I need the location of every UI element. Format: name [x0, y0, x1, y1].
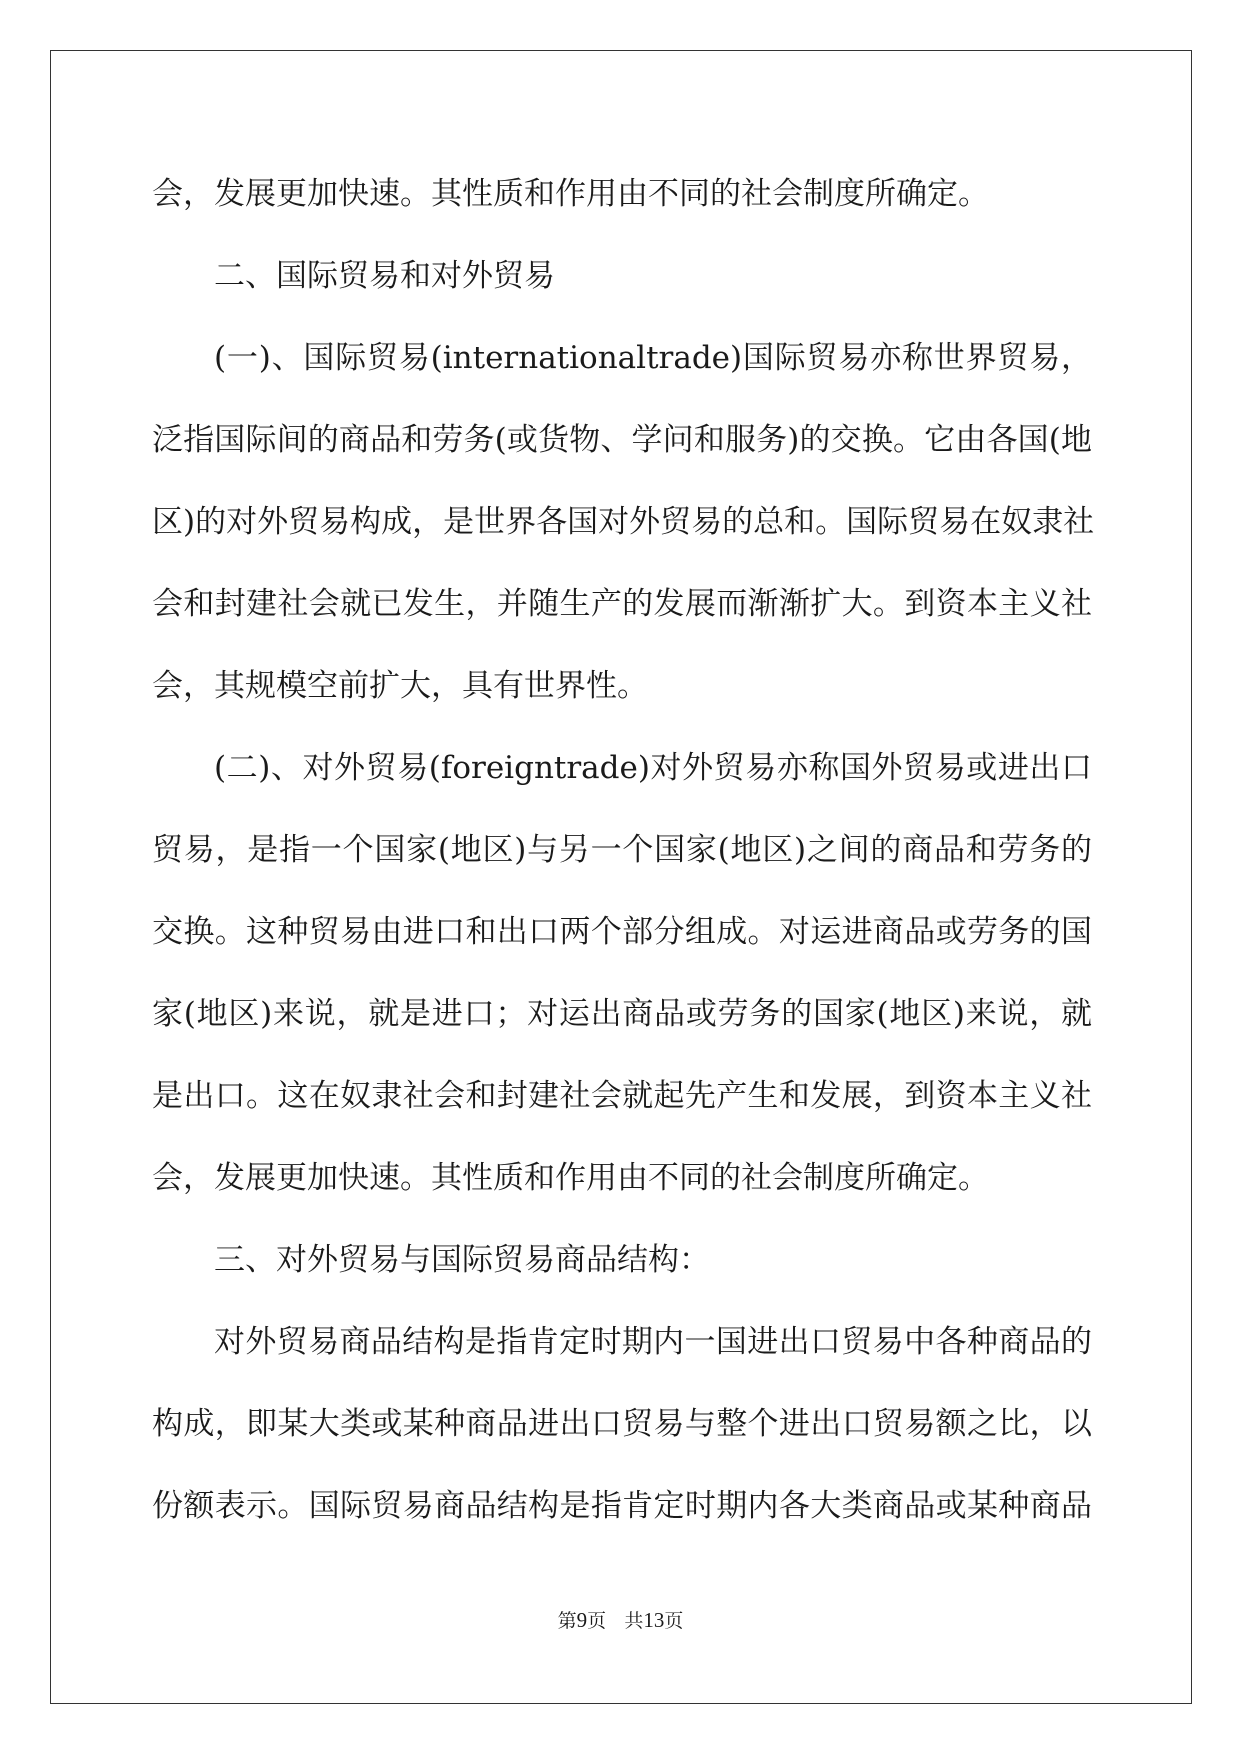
document-body	[152, 153, 1095, 1547]
text-line: 对外贸易商品结构是指肯定时期内一国进出口贸易中各种商品的	[214, 1324, 1092, 1360]
total-prefix: 共	[624, 1610, 644, 1632]
page-footer	[0, 1608, 1241, 1633]
text-line: 贸易，是指一个国家(地区)与另一个国家(地区)之间的商品和劳务的	[152, 832, 1092, 868]
text-line: 会和封建社会就已发生，并随生产的发展而渐渐扩大。到资本主义社	[152, 586, 1092, 622]
page-prefix: 第	[557, 1610, 577, 1632]
text-line: 份额表示。国际贸易商品结构是指肯定时期内各大类商品或某种商品	[152, 1488, 1092, 1524]
total-pages: 13	[643, 1608, 665, 1632]
text-line: 会，发展更加快速。其性质和作用由不同的社会制度所确定。	[152, 176, 989, 212]
text-line: 会，发展更加快速。其性质和作用由不同的社会制度所确定。	[152, 1160, 989, 1196]
page-suffix: 页	[587, 1610, 607, 1632]
text-line: 区)的对外贸易构成，是世界各国对外贸易的总和。国际贸易在奴隶社	[152, 504, 1095, 540]
section-heading: 二、国际贸易和对外贸易	[214, 258, 555, 294]
page-number: 9	[576, 1608, 588, 1632]
text-line: 是出口。这在奴隶社会和封建社会就起先产生和发展，到资本主义社	[152, 1078, 1092, 1114]
text-line: 泛指国际间的商品和劳务(或货物、学问和服务)的交换。它由各国(地	[152, 422, 1092, 458]
section-heading: 三、对外贸易与国际贸易商品结构：	[214, 1242, 710, 1278]
text-line: 交换。这种贸易由进口和出口两个部分组成。对运进商品或劳务的国	[152, 914, 1092, 950]
text-line: (二)、对外贸易(foreigntrade)对外贸易亦称国外贸易或进出口	[214, 750, 1092, 786]
total-suffix: 页	[664, 1610, 684, 1632]
text-line: 构成，即某大类或某种商品进出口贸易与整个进出口贸易额之比，以	[152, 1406, 1092, 1442]
text-line: (一)、国际贸易(internationaltrade)国际贸易亦称世界贸易，	[214, 340, 1092, 376]
text-line: 会，其规模空前扩大，具有世界性。	[152, 668, 648, 704]
text-line: 家(地区)来说，就是进口；对运出商品或劳务的国家(地区)来说，就	[152, 996, 1092, 1032]
